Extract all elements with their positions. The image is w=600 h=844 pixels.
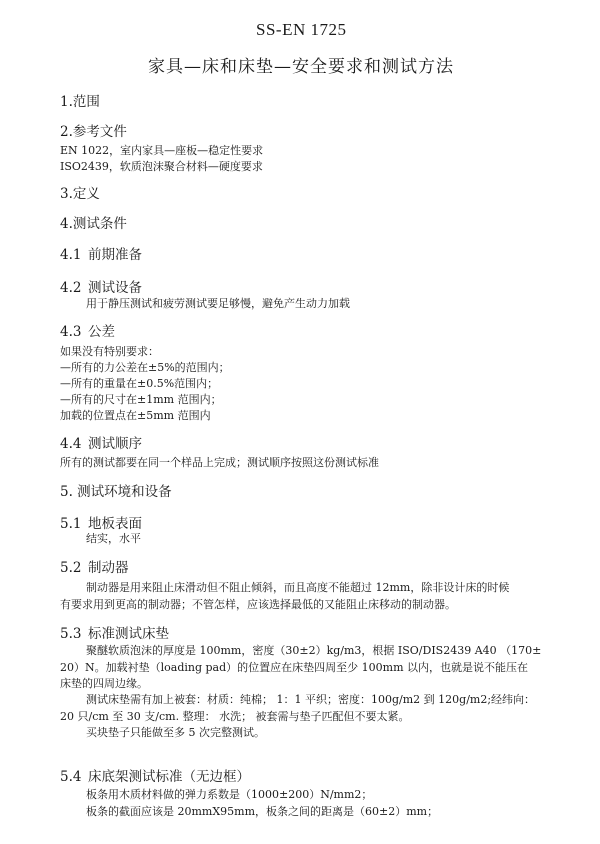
section-4-heading: 4.测试条件 — [60, 216, 127, 232]
tolerance-item: 加载的位置点在±5mm 范围内 — [60, 409, 211, 422]
section-5-2-line: 有要求用到更高的制动器；不管怎样，应该选择最低的又能阻止床移动的制动器。 — [60, 598, 456, 611]
section-title: 标准测试床垫 — [88, 626, 169, 642]
section-title: 制动器 — [88, 560, 129, 576]
section-5-3-line: 20 只/cm 至 30 支/cm. 整理： 水洗； 被套需与垫子匹配但不要太紧。 — [60, 710, 410, 723]
section-number: 5.4 — [60, 769, 82, 785]
section-title: 地板表面 — [88, 516, 142, 532]
tolerance-item: —所有的力公差在±5%的范围内； — [60, 361, 230, 374]
section-5-3-line: 买块垫子只能做至多 5 次完整测试。 — [86, 726, 265, 739]
tolerance-intro: 如果没有特别要求： — [60, 345, 159, 358]
section-5-4-line: 板条的截面应该是 20mmX95mm，板条之间的距离是（60±2）mm； — [86, 805, 439, 818]
section-3-heading: 3.定义 — [60, 186, 100, 202]
section-title: 前期准备 — [88, 247, 142, 263]
section-5-3-heading — [60, 622, 169, 642]
section-title: 测试顺序 — [88, 436, 142, 452]
section-5-3-line: 床垫的四周边缘。 — [60, 677, 148, 690]
section-1-heading: 1.范围 — [60, 94, 100, 110]
section-4-4-text: 所有的测试都要在同一个样品上完成；测试顺序按照这份测试标准 — [60, 456, 379, 469]
section-4-3-heading — [60, 320, 115, 340]
section-title: 床底架测试标准（无边框） — [88, 769, 250, 785]
section-5-3-line: 测试床垫需有加上被套：材质：纯棉； 1：1 平织；密度：100g/m2 到 120g/m2;经纬向： — [86, 693, 536, 706]
section-4-1-heading — [60, 243, 142, 263]
section-title: 公差 — [88, 324, 115, 340]
section-number: 4.1 — [60, 247, 82, 263]
section-5-2-line: 制动器是用来阻止床滑动但不阻止倾斜，而且高度不能超过 12mm，除非设计床的时候 — [86, 581, 510, 594]
section-number: 5.3 — [60, 626, 82, 642]
document-title: SS-EN 1725 — [256, 20, 347, 39]
section-number: 5.1 — [60, 516, 82, 532]
document-subtitle: 家具—床和床垫—安全要求和测试方法 — [148, 57, 454, 77]
reference-1: EN 1022，室内家具—座板—稳定性要求 — [60, 144, 264, 157]
section-number: 4.3 — [60, 324, 82, 340]
section-number: 4.2 — [60, 280, 82, 296]
section-4-2-heading — [60, 276, 142, 296]
section-number: 4.4 — [60, 436, 82, 452]
section-5-heading: 5. 测试环境和设备 — [60, 484, 172, 500]
reference-2: ISO2439，软质泡沫聚合材料—硬度要求 — [60, 160, 263, 173]
tolerance-item: —所有的重量在±0.5%范围内； — [60, 377, 219, 390]
section-4-2-text: 用于静压测试和疲劳测试要足够慢，避免产生动力加载 — [86, 297, 350, 310]
section-5-3-line: 20）N。加载衬垫（loading pad）的位置应在床垫四周至少 100mm 以内，也就是说不能压在 — [60, 661, 528, 674]
section-5-1-text: 结实，水平 — [86, 532, 141, 545]
section-5-3-line: 聚醚软质泡沫的厚度是 100mm，密度（30±2）kg/m3，根据 ISO/DIS2439 A40 （170± — [86, 644, 542, 657]
section-5-2-heading — [60, 556, 129, 576]
section-5-1-heading — [60, 512, 142, 532]
tolerance-item: —所有的尺寸在±1mm 范围内； — [60, 393, 222, 406]
section-number: 5.2 — [60, 560, 82, 576]
section-5-4-heading — [60, 765, 250, 785]
section-4-4-heading — [60, 432, 142, 452]
section-5-4-line: 板条用木质材料做的弹力系数是（1000±200）N/mm2； — [86, 788, 373, 801]
section-title: 测试设备 — [88, 280, 142, 296]
section-2-heading: 2.参考文件 — [60, 124, 127, 140]
